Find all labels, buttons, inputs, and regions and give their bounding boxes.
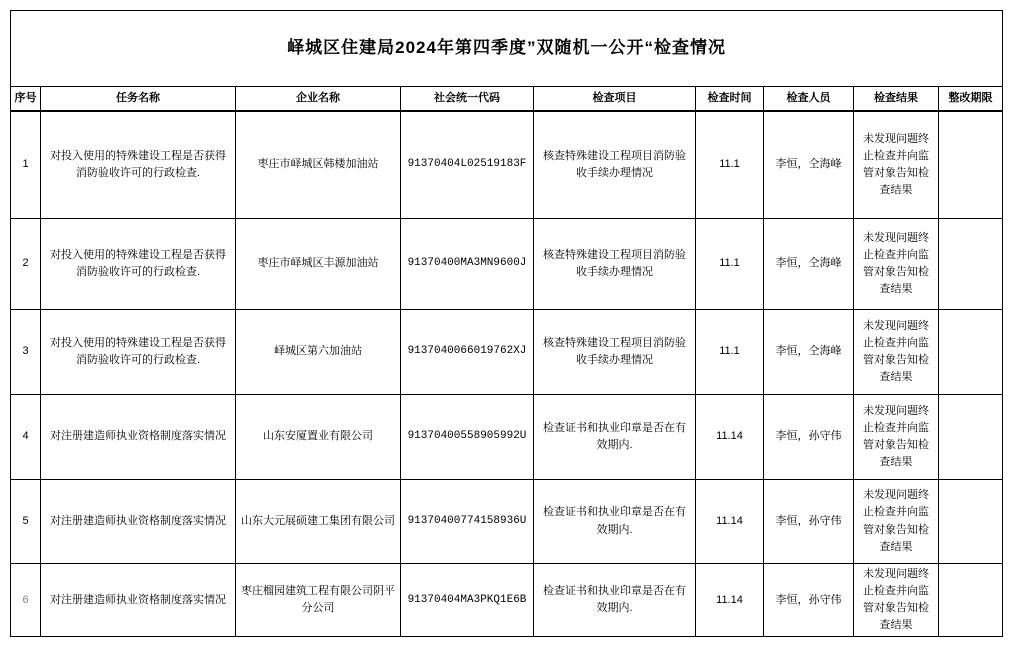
page-title: 峄城区住建局2024年第四季度”双随机一公开“检查情况 [11,11,1003,87]
cell-inspectors: 李恒，仝海峰 [764,111,854,219]
table-row [11,480,1003,564]
table-header-row [11,87,1003,111]
cell-time: 11.1 [696,310,764,395]
cell-seq: 4 [11,395,41,480]
table-row [11,564,1003,637]
cell-inspectors: 李恒，孙守伟 [764,564,854,637]
cell-seq: 3 [11,310,41,395]
col-header-deadline: 整改期限 [939,87,1003,111]
cell-company: 枣庄市峄城区韩楼加油站 [236,111,401,219]
cell-item: 检查证书和执业印章是否在有效期内. [534,395,696,480]
col-header-result: 检查结果 [854,87,939,111]
table-row [11,395,1003,480]
cell-company: 山东大元展硕建工集团有限公司 [236,480,401,564]
cell-company: 山东安厦置业有限公司 [236,395,401,480]
cell-deadline [939,111,1003,219]
cell-task: 对注册建造师执业资格制度落实情况 [41,480,236,564]
col-header-code: 社会统一代码 [401,87,534,111]
cell-result: 未发现问题终止检查并向监管对象告知检查结果 [854,219,939,310]
cell-result: 未发现问题终止检查并向监管对象告知检查结果 [854,564,939,637]
cell-deadline [939,219,1003,310]
cell-seq: 2 [11,219,41,310]
cell-code: 91370404L02519183F [401,111,534,219]
cell-time: 11.1 [696,111,764,219]
cell-company: 枣庄榴园建筑工程有限公司阴平分公司 [236,564,401,637]
cell-code: 91370400774158936U [401,480,534,564]
cell-seq: 1 [11,111,41,219]
cell-task: 对注册建造师执业资格制度落实情况 [41,395,236,480]
cell-seq: 6 [11,564,41,637]
cell-time: 11.14 [696,480,764,564]
cell-item: 核查特殊建设工程项目消防验收手续办理情况 [534,310,696,395]
cell-company: 峄城区第六加油站 [236,310,401,395]
cell-code: 91370404MA3PKQ1E6B [401,564,534,637]
table-row [11,111,1003,219]
col-header-time: 检查时间 [696,87,764,111]
cell-task: 对投入使用的特殊建设工程是否获得消防验收许可的行政检查. [41,111,236,219]
cell-result: 未发现问题终止检查并向监管对象告知检查结果 [854,310,939,395]
cell-time: 11.14 [696,395,764,480]
cell-item: 检查证书和执业印章是否在有效期内. [534,564,696,637]
col-header-company: 企业名称 [236,87,401,111]
col-header-inspectors: 检查人员 [764,87,854,111]
cell-task: 对注册建造师执业资格制度落实情况 [41,564,236,637]
col-header-task: 任务名称 [41,87,236,111]
cell-inspectors: 李恒，仝海峰 [764,219,854,310]
cell-time: 11.14 [696,564,764,637]
cell-task: 对投入使用的特殊建设工程是否获得消防验收许可的行政检查. [41,310,236,395]
cell-code: 9137040066019762XJ [401,310,534,395]
cell-time: 11.1 [696,219,764,310]
cell-result: 未发现问题终止检查并向监管对象告知检查结果 [854,480,939,564]
col-header-seq: 序号 [11,87,41,111]
cell-deadline [939,310,1003,395]
table-row [11,219,1003,310]
cell-task: 对投入使用的特殊建设工程是否获得消防验收许可的行政检查. [41,219,236,310]
cell-inspectors: 李恒，孙守伟 [764,480,854,564]
cell-deadline [939,564,1003,637]
cell-item: 核查特殊建设工程项目消防验收手续办理情况 [534,219,696,310]
cell-code: 91370400558905992U [401,395,534,480]
cell-item: 检查证书和执业印章是否在有效期内. [534,480,696,564]
inspection-table [10,10,1003,637]
table-row [11,310,1003,395]
cell-company: 枣庄市峄城区丰源加油站 [236,219,401,310]
cell-result: 未发现问题终止检查并向监管对象告知检查结果 [854,111,939,219]
col-header-item: 检查项目 [534,87,696,111]
cell-code: 91370400MA3MN9600J [401,219,534,310]
cell-deadline [939,480,1003,564]
title-row [11,11,1003,87]
cell-inspectors: 李恒，孙守伟 [764,395,854,480]
cell-inspectors: 李恒，仝海峰 [764,310,854,395]
cell-seq: 5 [11,480,41,564]
cell-item: 核查特殊建设工程项目消防验收手续办理情况 [534,111,696,219]
cell-deadline [939,395,1003,480]
cell-result: 未发现问题终止检查并向监管对象告知检查结果 [854,395,939,480]
